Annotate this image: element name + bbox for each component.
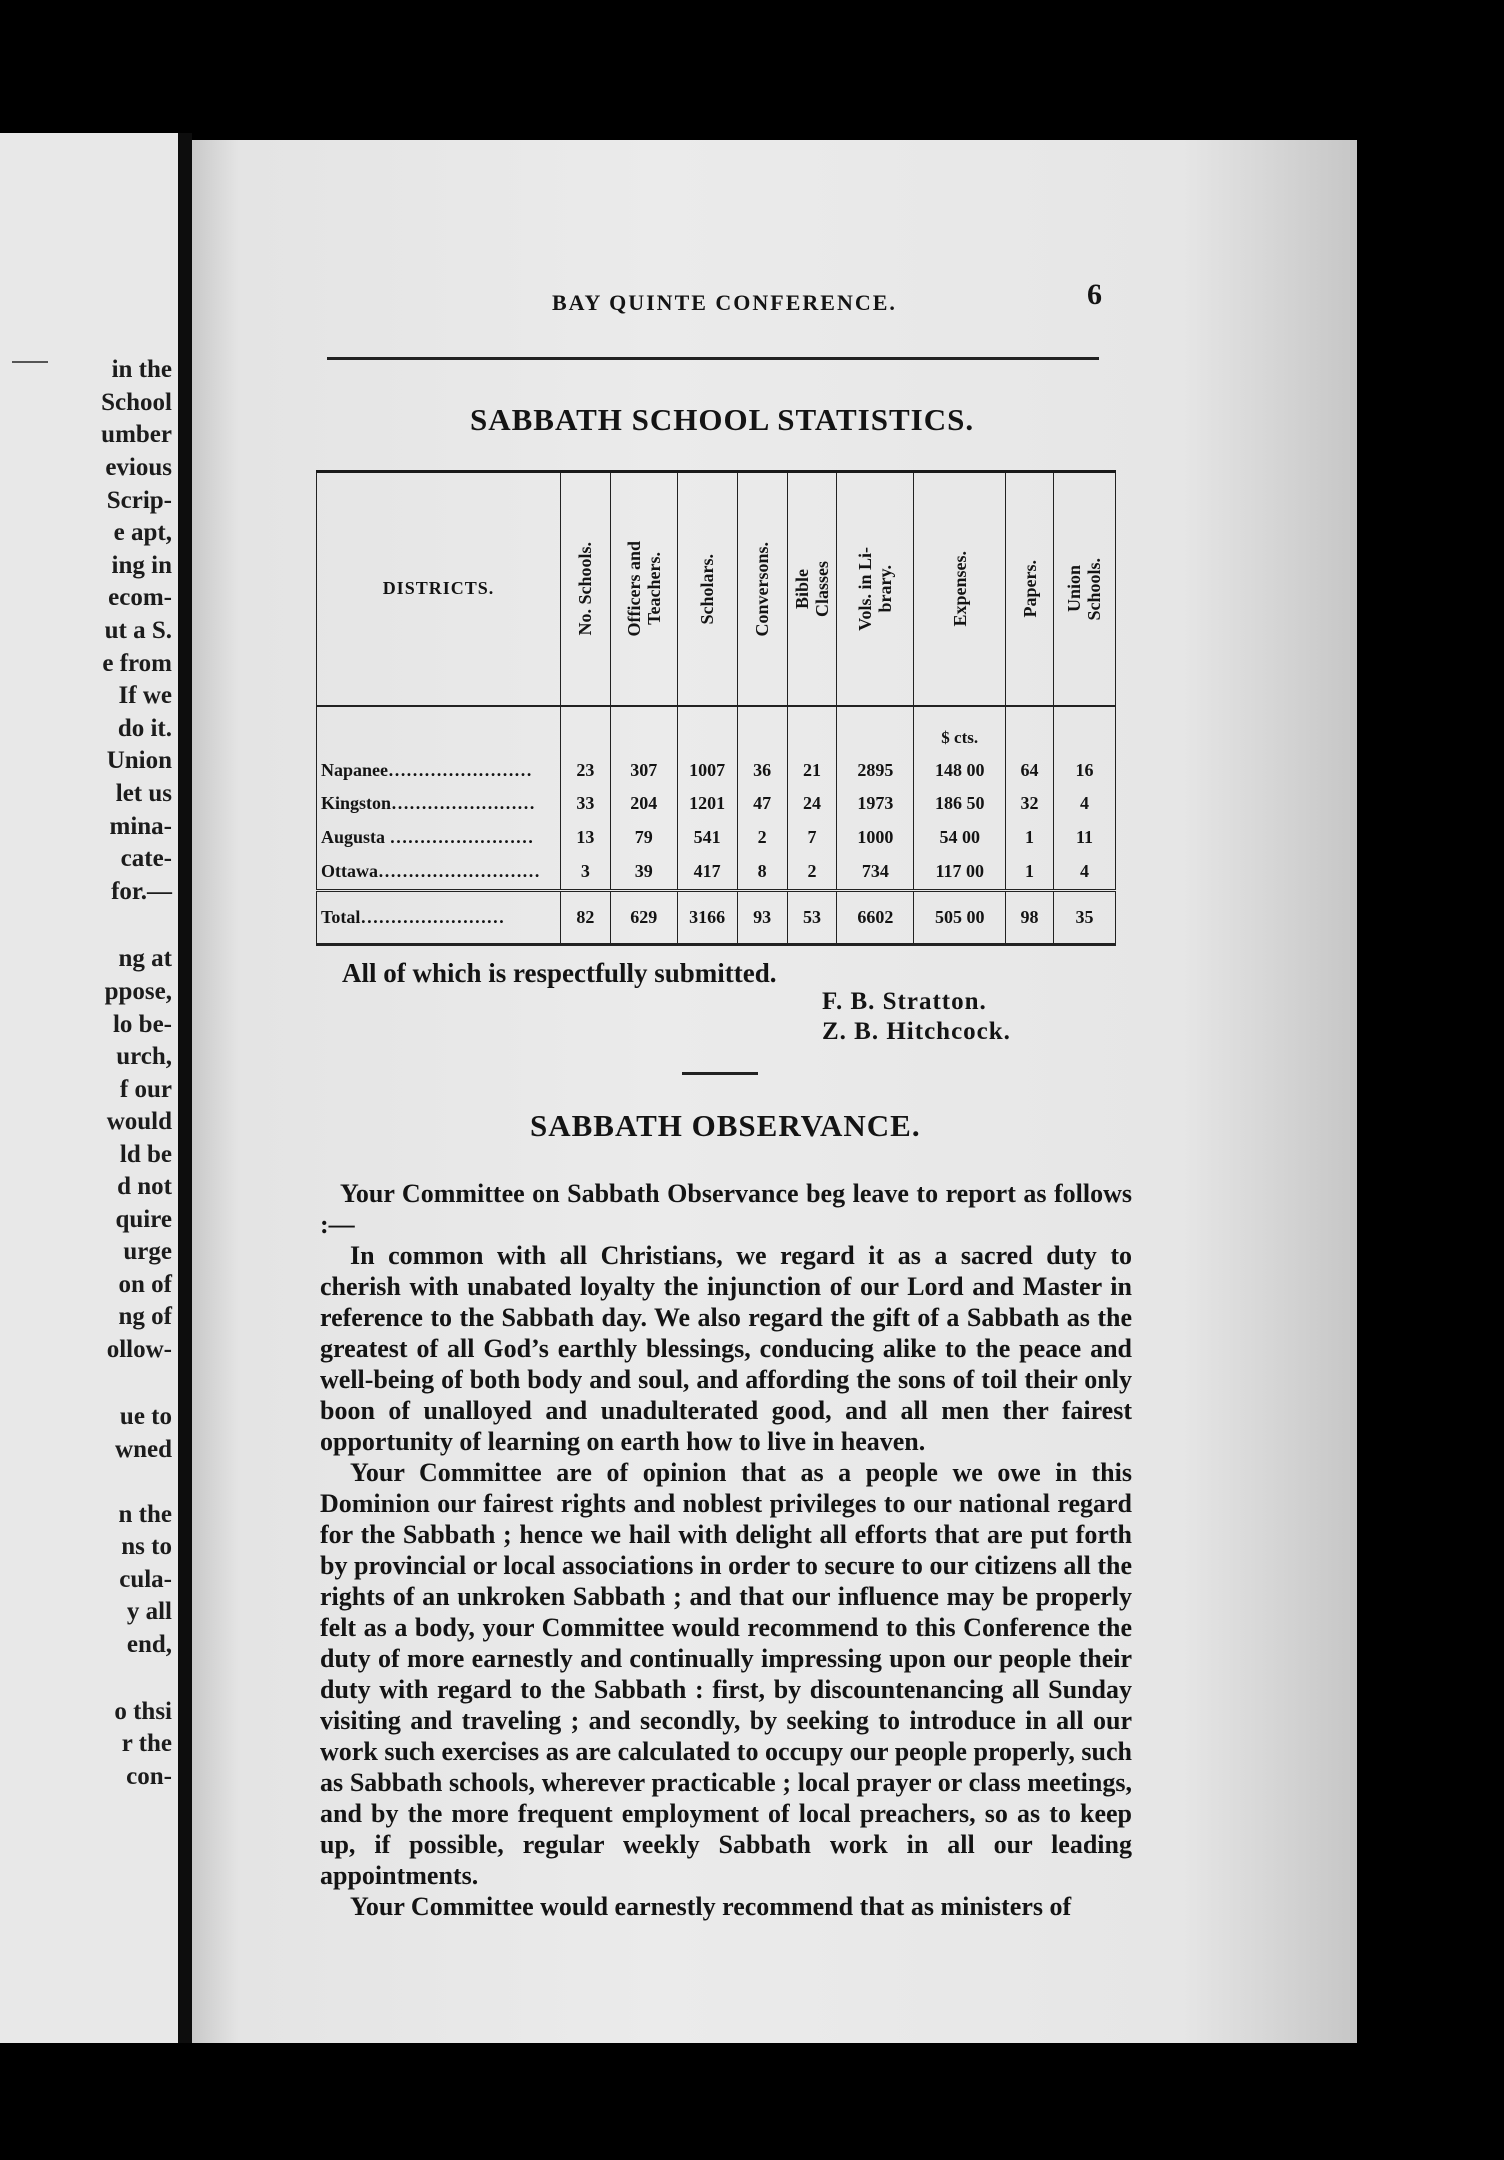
facing-page-line: ng of (118, 1303, 172, 1330)
facing-page-line: evious (105, 454, 172, 481)
section-divider (682, 1072, 758, 1075)
facing-page-line: for.— (111, 878, 172, 905)
closing-line: All of which is respectfully submitted. (342, 958, 777, 988)
statistics-title: SABBATH SCHOOL STATISTICS. (470, 402, 975, 437)
facing-page-line: cula- (119, 1566, 172, 1593)
facing-page-line: If we (118, 682, 172, 709)
column-header-officers: Officers and Teachers. (610, 472, 677, 706)
facing-page-line: e from (102, 650, 172, 677)
facing-page-line: ppose, (104, 978, 172, 1005)
paragraph: Your Committee on Sabbath Observance beg leave to report as follows :— (320, 1179, 1132, 1239)
facing-page-line: would (106, 1108, 172, 1135)
facing-page-line: ng at (118, 945, 172, 972)
facing-page-rule (12, 361, 48, 363)
facing-page-line: umber (101, 421, 172, 448)
column-header-library: Vols. in Li- brary. (837, 472, 914, 706)
table-header-row (317, 472, 1116, 706)
facing-page-line: ecom- (108, 584, 172, 611)
facing-page-line: ns to (121, 1533, 172, 1560)
table-row: Napanee…………………… 23 307 1007 36 21 2895 148 00 64 16 (317, 753, 1116, 787)
facing-page-fragment (0, 133, 178, 2043)
facing-page-line: School (101, 389, 172, 416)
facing-page-line: wned (115, 1436, 172, 1463)
facing-page-line: Scrip- (106, 487, 172, 514)
facing-page-line: r the (121, 1730, 172, 1757)
running-header: BAY QUINTE CONFERENCE. (552, 290, 897, 315)
facing-page-line: mina- (109, 813, 172, 840)
paragraph: Your Committee are of opinion that as a people we owe in this Dominion our fairest rights and noblest privileges to our national regard for the Sabbath ; hence we hail with delight all efforts that are put forth by provincial or local associations in order to secure to our citizens all the rights of an unkroken Sabbath ; and that our influence may be properly felt as a body, your Committee would recommend to this Conference the duty of more earnestly and continually impressing upon our people their duty with regard to the Sabbath : first, by discountenancing all Sunday visiting and traveling ; and secondly, by seeking to introduce in all our work such exercises as are calculated to occupy our people properly, such as Sabbath schools, wherever practicable ; local prayer or class meetings, and by the more frequent employment of local preachers, so as to keep up, if possible, regular weekly Sabbath work in all our leading appointments. (320, 1458, 1132, 1890)
facing-page-line: ollow- (106, 1336, 172, 1363)
facing-page-line: d not (117, 1173, 172, 1200)
table-row: Ottawa……………………… 3 39 417 8 2 734 117 00 1 4 (317, 855, 1116, 891)
column-header-schools: No. Schools. (560, 472, 610, 706)
column-header-union-schools: Union Schools. (1053, 472, 1115, 706)
book-gutter (178, 133, 192, 2043)
facing-page-line: ut a S. (104, 617, 172, 644)
paragraph: Your Committee would earnestly recommend that as ministers of (350, 1892, 1072, 1921)
table-total-row: Total…………………… 82 629 3166 93 53 6602 505 00 98 35 (317, 891, 1116, 945)
header-rule (327, 357, 1099, 360)
facing-page-line: lo be- (112, 1011, 172, 1038)
column-header-expenses: Expenses. (914, 472, 1006, 706)
signature-stratton: F. B. Stratton. (822, 988, 987, 1015)
page (192, 140, 1357, 2043)
facing-page-line: n the (118, 1501, 172, 1528)
facing-page-line: f our (119, 1076, 172, 1103)
currency-unit-row (317, 723, 1116, 754)
statistics-table (316, 470, 1116, 946)
facing-page-line: cate- (120, 845, 172, 872)
column-header-bible-classes: Bible Classes (787, 472, 837, 706)
facing-page-line: in the (111, 356, 172, 383)
table-row: Augusta …………………… 13 79 541 2 7 1000 54 00 1 11 (317, 821, 1116, 855)
paragraph: In common with all Christians, we regard it as a sacred duty to cherish with unabated loyalty the injunction of our Lord and Master in reference to the Sabbath day. We also regard the gift of a Sabbath as the greatest of all God’s earthly blessings, conducing alike to the peace and well-being of both body and soul, and affording the sons of toil their only boon of unalloyed and unadulterated good, and all men ther fairest opportunity of learning on earth how to live in heaven. (320, 1241, 1132, 1456)
signature-hitchcock: Z. B. Hitchcock. (822, 1018, 1011, 1045)
facing-page-line: urch, (116, 1043, 172, 1070)
facing-page-line: urge (123, 1238, 172, 1265)
table-row: Kingston…………………… 33 204 1201 47 24 1973 186 50 32 4 (317, 787, 1116, 821)
facing-page-line: y all (126, 1598, 172, 1625)
facing-page-line: let us (115, 780, 172, 807)
facing-page-line: ld be (119, 1141, 172, 1168)
facing-page-line: Union (106, 747, 172, 774)
observance-title: SABBATH OBSERVANCE. (530, 1108, 921, 1143)
facing-page-line: do it. (117, 715, 172, 742)
facing-page-line: end, (126, 1631, 172, 1658)
facing-page-line: e apt, (113, 519, 172, 546)
column-header-districts: DISTRICTS. (317, 472, 561, 706)
page-number: 6 (1087, 278, 1102, 311)
table-separator (317, 706, 1116, 723)
currency-unit-label: $ cts. (914, 723, 1006, 754)
facing-page-line: o thsi (114, 1698, 172, 1725)
facing-page-line: quire (115, 1206, 172, 1233)
column-header-conversions: Conversons. (737, 472, 787, 706)
facing-page-line: ing in (111, 552, 172, 579)
column-header-scholars: Scholars. (677, 472, 737, 706)
facing-page-line: ue to (119, 1403, 172, 1430)
facing-page-line: con- (126, 1763, 172, 1790)
facing-page-line: on of (118, 1271, 172, 1298)
report-body (320, 1178, 1132, 1922)
column-header-papers: Papers. (1006, 472, 1054, 706)
